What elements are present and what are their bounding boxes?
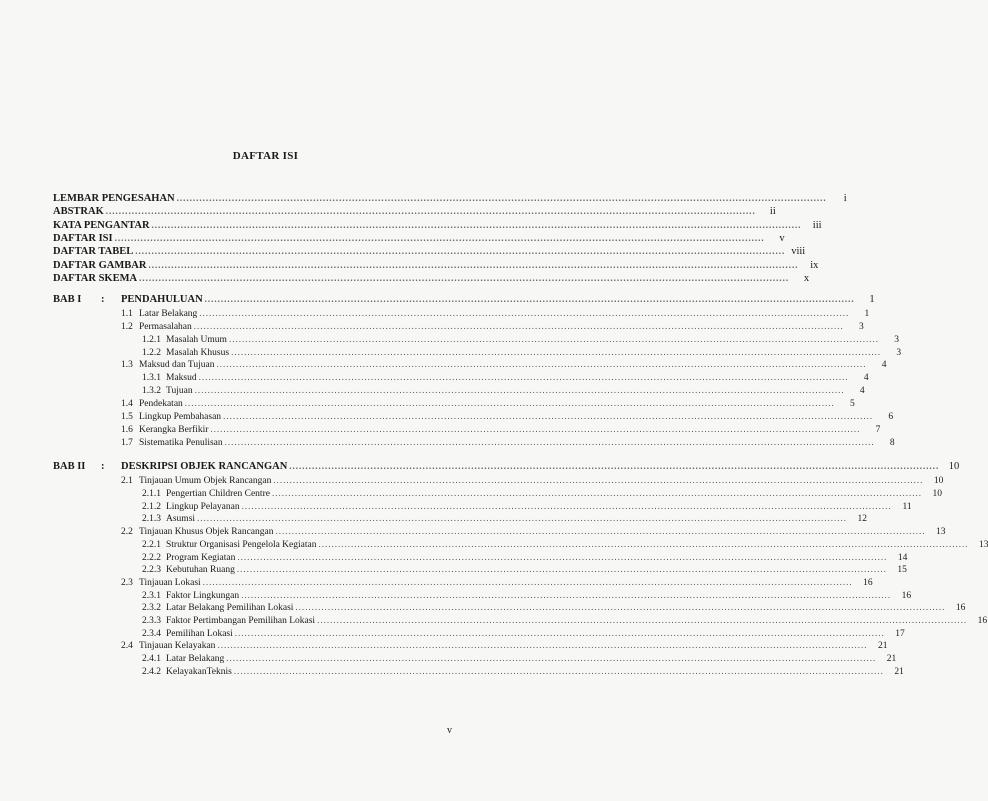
toc-page-number: 4 xyxy=(863,373,869,384)
toc-section-entry xyxy=(121,397,855,409)
section-title: Struktur Organisasi Pengelola Kegiatan xyxy=(166,540,317,550)
toc-subsection-entry xyxy=(142,333,899,346)
toc-subsection-entry xyxy=(142,346,902,358)
section-number: 1.6 xyxy=(121,424,133,435)
dot-leader: ........................................................................................................................................................................................................ xyxy=(198,372,849,383)
toc-subsection-entry xyxy=(142,614,988,626)
section-number: 1.4 xyxy=(121,398,133,409)
toc-subsection-entry xyxy=(142,589,912,601)
section-number: 1.5 xyxy=(121,411,133,422)
toc-page-number: 6 xyxy=(888,411,894,422)
dot-leader: ........................................................................................................................................................................................................ xyxy=(228,334,879,345)
toc-page-number: 3 xyxy=(896,347,902,358)
section-title: Tinjauan Umum Objek Rancangan xyxy=(139,476,272,487)
toc-chapter-entry xyxy=(53,293,875,305)
toc-entry-label: ABSTRAK xyxy=(53,206,104,218)
section-number: 2.4.1 xyxy=(142,654,161,665)
section-title: KelayakanTeknis xyxy=(166,666,232,677)
toc-page-number: i xyxy=(843,193,847,204)
toc-section-entry xyxy=(121,436,895,448)
dot-leader: ........................................................................................................................................................................................................ xyxy=(224,436,875,447)
dot-leader: ........................................................................................................................................................................................................ xyxy=(217,640,868,651)
section-number: 1.3 xyxy=(121,360,133,371)
toc-front-matter-entry xyxy=(53,272,810,284)
toc-subsection-entry xyxy=(142,371,869,384)
toc-entry-label: KATA PENGANTAR xyxy=(53,219,150,231)
dot-leader: ........................................................................................................................................................................................................ xyxy=(184,397,835,408)
dot-leader: ........................................................................................................................................................................................................ xyxy=(295,602,946,613)
toc-entry-label: DAFTAR SKEMA xyxy=(53,272,138,284)
section-number: 1.2.1 xyxy=(142,335,161,346)
toc-subsection-entry xyxy=(142,665,904,677)
section-number: 2.1 xyxy=(121,476,133,487)
dot-leader: ........................................................................................................................................................................................................ xyxy=(216,359,867,370)
toc-page-number: 13 xyxy=(935,527,946,537)
toc-entry-label: DAFTAR ISI xyxy=(53,232,113,244)
toc-page-number: 4 xyxy=(881,360,887,371)
toc-section-entry xyxy=(121,525,946,537)
toc-section-entry xyxy=(121,474,944,487)
section-title: Asumsi xyxy=(166,514,196,525)
toc-page-number: 14 xyxy=(897,552,908,563)
toc-page-number: 1 xyxy=(869,294,875,305)
section-title: Faktor Pertimbangan Pemilihan Lokasi xyxy=(166,616,316,626)
section-title: Tinjauan Kelayakan xyxy=(139,641,216,652)
section-title: Kebutuhan Ruang xyxy=(166,565,235,576)
section-title: Maksud dan Tujuan xyxy=(139,360,215,371)
section-title: Pemilihan Lokasi xyxy=(166,628,233,639)
dot-leader: ........................................................................................................................................................................................................ xyxy=(236,564,887,575)
toc-page-number: 5 xyxy=(850,398,855,409)
section-title: Lingkup Pembahasan xyxy=(139,411,222,422)
section-title: Tinjauan Khusus Objek Rancangan xyxy=(139,527,274,537)
page-number-footer: v xyxy=(447,725,452,736)
section-title: Faktor Lingkungan xyxy=(166,590,240,601)
section-title: Masalah Khusus xyxy=(166,347,230,358)
dot-leader: ........................................................................................................................................................................................................ xyxy=(194,385,845,395)
section-number: 2.1.3 xyxy=(142,514,161,525)
toc-subsection-entry xyxy=(142,538,988,550)
dot-leader: ........................................................................................................................................................................................................ xyxy=(318,539,969,549)
dot-leader: ........................................................................................................................................................................................................ xyxy=(226,653,877,664)
dot-leader: ........................................................................................................................................................................................................ xyxy=(199,308,850,319)
section-title: Latar Belakang xyxy=(166,654,225,665)
section-title: Pendekatan xyxy=(139,398,183,409)
section-title: Tinjauan Lokasi xyxy=(139,577,201,588)
section-number: 1.7 xyxy=(121,437,133,448)
section-title: Latar Belakang Pemilihan Lokasi xyxy=(166,603,294,614)
toc-front-matter-entry xyxy=(53,192,847,204)
dot-leader: ........................................................................................................................................................................................................ xyxy=(241,500,892,511)
dot-leader: ........................................................................................................................................................................................................ xyxy=(151,219,802,230)
toc-page-number: 16 xyxy=(955,603,966,614)
section-title: Latar Belakang xyxy=(139,309,198,320)
toc-entry-label: DAFTAR TABEL xyxy=(53,246,134,258)
dot-leader: ........................................................................................................................................................................................................ xyxy=(139,272,790,283)
section-number: 1.1 xyxy=(121,309,133,320)
section-number: 2.2.1 xyxy=(142,540,161,550)
toc-subsection-entry xyxy=(142,563,907,576)
chapter-number: BAB I xyxy=(53,294,82,305)
section-title: Maksud xyxy=(166,373,197,384)
toc-page-number: 21 xyxy=(894,666,904,677)
chapter-separator: : xyxy=(101,461,105,472)
dot-leader: ........................................................................................................................................................................................................ xyxy=(234,627,885,638)
dot-leader: ........................................................................................................................................................................................................ xyxy=(275,526,926,536)
toc-page-number: 10 xyxy=(948,461,960,472)
toc-page-number: 17 xyxy=(895,628,905,639)
section-number: 2.2 xyxy=(121,527,133,537)
toc-page-number: v xyxy=(779,232,785,244)
toc-section-entry xyxy=(121,358,887,371)
toc-page-number: 7 xyxy=(875,424,881,435)
dot-leader: ........................................................................................................................................................................................................ xyxy=(202,576,853,587)
section-number: 2.3.3 xyxy=(142,616,161,626)
section-title: Sistematika Penulisan xyxy=(139,437,223,448)
dot-leader: ........................................................................................................................................................................................................ xyxy=(289,461,940,471)
toc-page-number: 15 xyxy=(897,565,907,576)
dot-leader: ........................................................................................................................................................................................................ xyxy=(148,259,799,270)
section-number: 1.3.1 xyxy=(142,373,161,384)
dot-leader: ........................................................................................................................................................................................................ xyxy=(204,294,855,304)
section-title: Lingkup Pelayanan xyxy=(166,501,240,512)
section-number: 2.2.2 xyxy=(142,552,161,563)
toc-section-entry xyxy=(121,639,888,652)
section-number: 2.3.4 xyxy=(142,628,161,639)
toc-entry-label: DAFTAR GAMBAR xyxy=(53,259,147,271)
dot-leader: ........................................................................................................................................................................................................ xyxy=(237,551,888,562)
toc-front-matter-entry xyxy=(53,205,776,218)
toc-subsection-entry xyxy=(142,384,865,396)
toc-page-number: 4 xyxy=(859,386,865,396)
toc-page-number: 1 xyxy=(864,309,870,320)
toc-front-matter-entry xyxy=(53,232,785,244)
section-number: 2.3.2 xyxy=(142,603,161,614)
page-title: DAFTAR ISI xyxy=(232,150,299,162)
toc-page-number: 8 xyxy=(889,437,895,448)
dot-leader: ........................................................................................................................................................................................................ xyxy=(135,246,786,257)
toc-section-entry xyxy=(121,307,870,320)
toc-page-number: 21 xyxy=(877,641,888,652)
section-title: Permasalahan xyxy=(139,322,192,333)
section-title: Program Kegiatan xyxy=(166,552,236,563)
toc-section-entry xyxy=(121,410,894,422)
toc-subsection-entry xyxy=(142,627,905,639)
section-number: 2.1.1 xyxy=(142,489,161,500)
section-number: 2.1.2 xyxy=(142,501,161,512)
toc-front-matter-entry xyxy=(53,245,806,258)
toc-page-number: ix xyxy=(810,259,819,271)
dot-leader: ........................................................................................................................................................................................................ xyxy=(197,513,848,524)
toc-page-number: 16 xyxy=(901,590,912,601)
toc-section-entry xyxy=(121,423,881,435)
toc-section-entry xyxy=(121,320,864,333)
toc-chapter-entry xyxy=(53,460,960,472)
dot-leader: ........................................................................................................................................................................................................ xyxy=(317,615,968,625)
dot-leader: ........................................................................................................................................................................................................ xyxy=(193,321,844,332)
section-title: Masalah Umum xyxy=(166,335,227,346)
toc-subsection-entry xyxy=(142,601,966,614)
toc-subsection-entry xyxy=(142,652,897,665)
chapter-separator: : xyxy=(101,294,105,305)
toc-subsection-entry xyxy=(142,551,908,563)
dot-leader: ........................................................................................................................................................................................................ xyxy=(176,193,827,203)
toc-page-number: 12 xyxy=(857,514,868,525)
toc-page-number: viii xyxy=(791,246,806,258)
toc-page-number: 11 xyxy=(902,501,912,512)
toc-page-number: 16 xyxy=(863,577,873,588)
section-number: 1.3.2 xyxy=(142,386,161,396)
dot-leader: ........................................................................................................................................................................................................ xyxy=(241,589,892,600)
section-number: 1.2 xyxy=(121,322,133,333)
toc-page-number: 16 xyxy=(977,616,988,626)
dot-leader: ........................................................................................................................................................................................................ xyxy=(223,410,874,421)
toc-page-number: 13 xyxy=(978,540,988,550)
section-number: 2.3 xyxy=(121,577,133,588)
section-number: 2.2.3 xyxy=(142,565,161,576)
dot-leader: ........................................................................................................................................................................................................ xyxy=(231,346,882,357)
toc-page-number: iii xyxy=(812,219,822,231)
toc-page-number: x xyxy=(803,272,810,284)
toc-front-matter-entry xyxy=(53,259,819,271)
toc-page-number: 10 xyxy=(933,476,944,487)
toc-subsection-entry xyxy=(142,487,942,500)
section-title: Tujuan xyxy=(166,386,193,396)
section-number: 2.4.2 xyxy=(142,666,161,677)
toc-front-matter-entry xyxy=(53,219,822,231)
section-number: 2.4 xyxy=(121,641,133,652)
toc-page-number: 3 xyxy=(894,335,899,346)
section-title: Pengertian Children Centre xyxy=(166,489,270,500)
toc-entry-label: LEMBAR PENGESAHAN xyxy=(53,193,175,204)
toc-subsection-entry xyxy=(142,500,912,512)
toc-page-number: 21 xyxy=(886,654,897,665)
toc-page-number: 3 xyxy=(859,322,864,333)
toc-page-number: 10 xyxy=(932,489,942,500)
chapter-title: DESKRIPSI OBJEK RANCANGAN xyxy=(121,461,288,472)
chapter-title: PENDAHULUAN xyxy=(121,294,203,305)
dot-leader: ........................................................................................................................................................................................................ xyxy=(271,488,922,499)
toc-section-entry xyxy=(121,576,873,588)
chapter-number: BAB II xyxy=(53,461,86,472)
toc-page-number: ii xyxy=(769,206,776,218)
section-number: 1.2.2 xyxy=(142,347,161,358)
section-number: 2.3.1 xyxy=(142,590,161,601)
dot-leader: ........................................................................................................................................................................................................ xyxy=(114,232,765,243)
dot-leader: ........................................................................................................................................................................................................ xyxy=(210,423,861,434)
dot-leader: ........................................................................................................................................................................................................ xyxy=(105,206,756,217)
dot-leader: ........................................................................................................................................................................................................ xyxy=(273,475,924,486)
section-title: Kerangka Berfikir xyxy=(139,424,209,435)
toc-subsection-entry xyxy=(142,512,868,525)
dot-leader: ........................................................................................................................................................................................................ xyxy=(233,665,884,676)
